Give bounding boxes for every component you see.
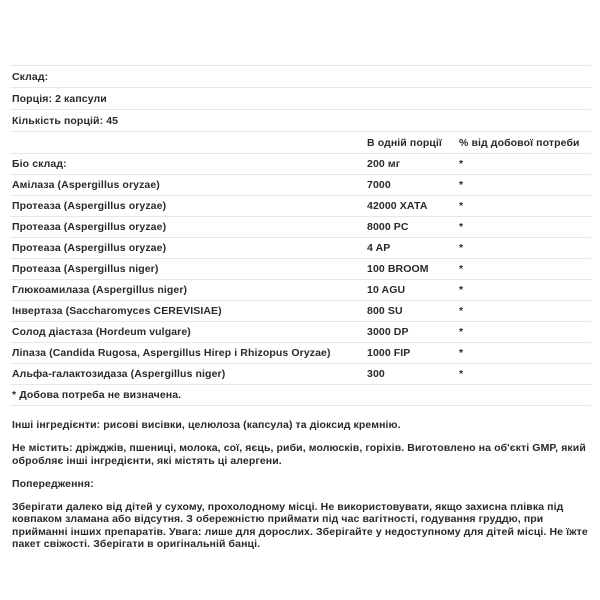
table-row bbox=[10, 154, 591, 175]
ingredient-name: Біо склад: bbox=[12, 158, 67, 170]
daily-value: * bbox=[459, 200, 464, 212]
amount-per-serving: 3000 DP bbox=[367, 326, 409, 338]
composition-table bbox=[10, 65, 591, 406]
daily-value: * bbox=[459, 326, 464, 338]
ingredient-name: Інвертаза (Saccharomyces CEREVISIAE) bbox=[12, 305, 222, 317]
daily-value: * bbox=[459, 347, 464, 359]
table-row bbox=[10, 343, 591, 364]
amount-per-serving: 800 SU bbox=[367, 305, 403, 317]
amount-per-serving: 10 AGU bbox=[367, 284, 406, 296]
daily-value: * bbox=[459, 179, 464, 191]
daily-value: * bbox=[459, 242, 464, 254]
table-row bbox=[10, 259, 591, 280]
amount-per-serving: 7000 bbox=[367, 179, 391, 191]
ingredient-name: Протеаза (Aspergillus oryzae) bbox=[12, 242, 167, 254]
ingredient-name: Глюкоамилаза (Aspergillus niger) bbox=[12, 284, 188, 296]
info-rows bbox=[10, 66, 591, 132]
warnings-text: Зберігати далеко від дітей у сухому, прохолодному місці. Не використовувати, якщо захисна плівка під ковпаком зламана або відсутня. З обережністю приймати під час вагітності, годування груддю, при прийманні інших препаратів. Увага: лише для дорослих. Зберігайте у недоступному для дітей місці. Не їжте пакет свіжості. Зберігати в оригінальній банці. bbox=[12, 501, 588, 551]
table-row bbox=[10, 364, 591, 385]
daily-value: * bbox=[459, 305, 464, 317]
ingredient-name: Альфа-галактозидаза (Aspergillus niger) bbox=[12, 368, 226, 380]
daily-value: * bbox=[459, 368, 464, 380]
allergen-info-text: Не містить: дріжджів, пшениці, молока, сої, яєць, риби, молюсків, горіхів. Виготовлено на об'єкті GMP, який обробляє інші інгредієнти, які містять ці алергени. bbox=[12, 442, 586, 467]
info-row bbox=[10, 110, 591, 132]
table-row bbox=[10, 217, 591, 238]
info-row bbox=[10, 88, 591, 110]
amount-per-serving: 300 bbox=[367, 368, 385, 380]
info-row-label: Порція: 2 капсули bbox=[12, 92, 107, 105]
table-header-row bbox=[10, 132, 591, 154]
amount-per-serving: 4 AP bbox=[367, 242, 391, 254]
info-row-label: Склад: bbox=[12, 70, 49, 83]
table-row bbox=[10, 196, 591, 217]
ingredient-rows bbox=[10, 154, 591, 385]
amount-per-serving: 8000 PC bbox=[367, 221, 409, 233]
daily-value: * bbox=[459, 158, 464, 170]
ingredient-name: Амілаза (Aspergillus oryzae) bbox=[12, 179, 160, 191]
ingredient-name: Ліпаза (Candida Rugosa, Aspergillus Hirep і Rhizopus Oryzae) bbox=[12, 347, 331, 359]
warnings-heading: Попередження: bbox=[12, 477, 94, 490]
table-footnote-row bbox=[10, 385, 591, 406]
column-header-per-serving: В одній порції bbox=[367, 136, 442, 149]
table-row bbox=[10, 322, 591, 343]
daily-value: * bbox=[459, 221, 464, 233]
info-row bbox=[10, 66, 591, 88]
amount-per-serving: 100 BROOM bbox=[367, 263, 429, 275]
table-footnote: * Добова потреба не визначена. bbox=[12, 389, 182, 401]
supplement-label-panel bbox=[10, 65, 591, 561]
amount-per-serving: 200 мг bbox=[367, 158, 401, 170]
column-header-daily-value: % від добової потреби bbox=[459, 136, 580, 149]
other-ingredients-text: Інші інгредієнти: рисові висівки, целюлоза (капсула) та діоксид кремнію. bbox=[12, 419, 401, 431]
info-row-label: Кількість порцій: 45 bbox=[12, 114, 119, 127]
daily-value: * bbox=[459, 263, 464, 275]
table-row bbox=[10, 301, 591, 322]
ingredient-name: Солод діастаза (Hordeum vulgare) bbox=[12, 326, 191, 338]
ingredient-name: Протеаза (Aspergillus niger) bbox=[12, 263, 159, 275]
amount-per-serving: 1000 FIP bbox=[367, 347, 411, 359]
table-row bbox=[10, 280, 591, 301]
label-text-block bbox=[10, 419, 591, 550]
table-row bbox=[10, 175, 591, 196]
daily-value: * bbox=[459, 284, 464, 296]
ingredient-name: Протеаза (Aspergillus oryzae) bbox=[12, 200, 167, 212]
ingredient-name: Протеаза (Aspergillus oryzae) bbox=[12, 221, 167, 233]
table-row bbox=[10, 238, 591, 259]
amount-per-serving: 42000 ХАТА bbox=[367, 200, 428, 212]
